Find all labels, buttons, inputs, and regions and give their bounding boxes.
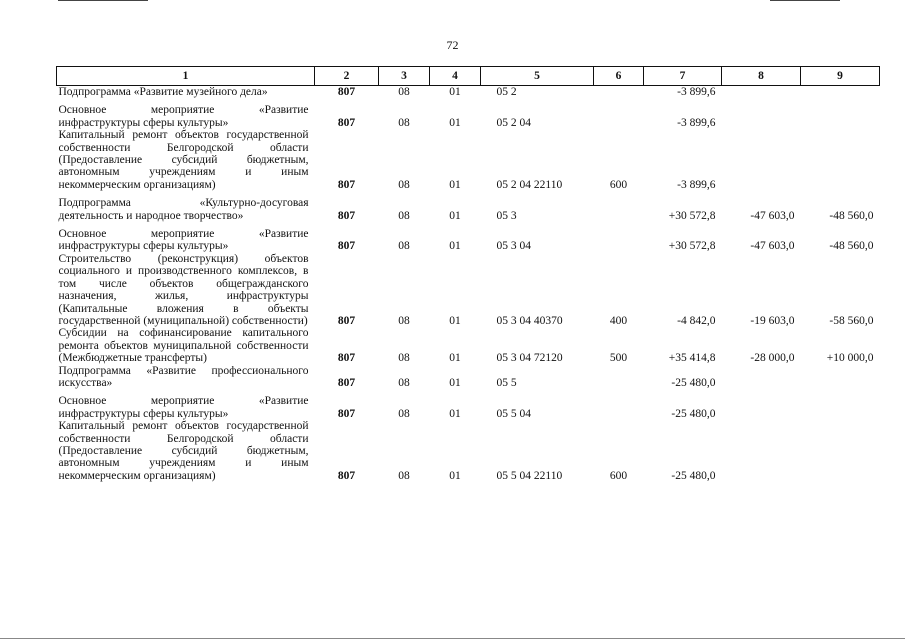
table-row <box>57 395 880 420</box>
cell-c4: 01 <box>449 469 461 482</box>
cell-c2: 807 <box>337 178 356 191</box>
cell-c8: -28 000,0 <box>750 352 795 365</box>
cell-c9: -58 560,0 <box>829 314 874 327</box>
description-text: Подпрограмма «Развитие профессионального искусства» <box>58 364 309 389</box>
cell-c6: 500 <box>609 352 628 365</box>
table-row <box>57 86 880 99</box>
page-number: 72 <box>446 38 459 52</box>
cell-c2: 807 <box>337 376 356 389</box>
cell-c3: 08 <box>398 209 410 222</box>
cell-c6 <box>594 104 644 129</box>
description-text: Подпрограмма «Культурно-досуговая деятельность и народное творчество» <box>58 197 309 222</box>
cell-c6: 400 <box>609 314 628 327</box>
cell-c6 <box>594 365 644 390</box>
cell-c5: 05 2 04 22110 <box>496 178 563 191</box>
cell-c6 <box>594 197 644 222</box>
cell-c8 <box>722 420 801 482</box>
budget-table <box>56 66 880 482</box>
cell-c9: +10 000,0 <box>826 352 874 365</box>
header-cell: 7 <box>644 67 722 86</box>
cell-c8 <box>722 86 801 99</box>
cell-c2: 807 <box>337 240 356 253</box>
cell-c9 <box>801 395 880 420</box>
cell-c3: 08 <box>398 469 410 482</box>
cell-c3: 08 <box>398 352 410 365</box>
table-row <box>57 129 880 191</box>
cell-c5: 05 3 <box>496 209 517 222</box>
cell-c5: 05 2 <box>496 86 517 98</box>
description-text: Капитальный ремонт объектов государственной собственности Белгородской области (Предоставление субсидий бюджетным, автономным учреждениям и иным некоммерческим организациям) <box>58 420 309 482</box>
row-description <box>57 228 315 253</box>
cell-c5: 05 5 04 <box>496 407 531 420</box>
cell-c6: 600 <box>609 469 628 482</box>
cell-c8: -47 603,0 <box>750 240 795 253</box>
cell-c9 <box>801 365 880 390</box>
description-text: Основное мероприятие «Развитие инфраструктуры сферы культуры» <box>58 228 309 253</box>
table-header-row <box>57 67 880 86</box>
scan-edge-top-left <box>58 0 148 1</box>
cell-c4: 01 <box>449 86 461 98</box>
cell-c4: 01 <box>449 314 461 327</box>
cell-c5: 05 2 04 <box>496 116 531 129</box>
header-cell: 4 <box>430 67 481 86</box>
cell-c4: 01 <box>449 376 461 389</box>
table-row <box>57 365 880 390</box>
description-text: Подпрограмма «Развитие музейного дела» <box>58 86 268 98</box>
row-description <box>57 253 315 327</box>
cell-c6 <box>594 228 644 253</box>
cell-c3: 08 <box>398 86 410 98</box>
cell-c4: 01 <box>449 407 461 420</box>
header-cell: 6 <box>594 67 644 86</box>
cell-c2: 807 <box>337 352 356 365</box>
cell-c6 <box>594 395 644 420</box>
row-description <box>57 129 315 191</box>
cell-c4: 01 <box>449 178 461 191</box>
cell-c4: 01 <box>449 352 461 365</box>
cell-c9 <box>801 420 880 482</box>
cell-c5: 05 3 04 <box>496 240 531 253</box>
cell-c7: -25 480,0 <box>671 407 716 420</box>
cell-c4: 01 <box>449 240 461 253</box>
row-description <box>57 104 315 129</box>
description-text: Субсидии на софинансирование капитального ремонта объектов муниципальной собственности (Межбюджетные трансферты) <box>58 327 309 365</box>
row-description <box>57 86 315 99</box>
table-row <box>57 104 880 129</box>
cell-c2: 807 <box>337 407 356 420</box>
cell-c2: 807 <box>337 314 356 327</box>
row-description <box>57 197 315 222</box>
cell-c8: -19 603,0 <box>750 314 795 327</box>
cell-c7: -3 899,6 <box>677 116 716 129</box>
cell-c7: -3 899,6 <box>677 86 716 98</box>
cell-c5: 05 5 <box>496 376 517 389</box>
cell-c7: +35 414,8 <box>668 352 716 365</box>
cell-c7: +30 572,8 <box>668 209 716 222</box>
cell-c3: 08 <box>398 314 410 327</box>
cell-c9 <box>801 104 880 129</box>
cell-c8 <box>722 129 801 191</box>
cell-c7: -25 480,0 <box>671 469 716 482</box>
description-text: Основное мероприятие «Развитие инфраструктуры сферы культуры» <box>58 104 309 129</box>
table-row <box>57 228 880 253</box>
description-text: Основное мероприятие «Развитие инфраструктуры сферы культуры» <box>58 395 309 420</box>
cell-c9 <box>801 86 880 99</box>
cell-c3: 08 <box>398 240 410 253</box>
cell-c2: 807 <box>337 116 356 129</box>
description-text: Капитальный ремонт объектов государственной собственности Белгородской области (Предоставление субсидий бюджетным, автономным учреждениям и иным некоммерческим организациям) <box>58 129 309 191</box>
cell-c7: -25 480,0 <box>671 376 716 389</box>
cell-c2: 807 <box>337 469 356 482</box>
cell-c6: 600 <box>609 178 628 191</box>
cell-c2: 807 <box>337 209 356 222</box>
row-description <box>57 327 315 364</box>
header-cell: 3 <box>379 67 430 86</box>
cell-c7: -3 899,6 <box>677 178 716 191</box>
header-cell: 1 <box>57 67 315 86</box>
cell-c3: 08 <box>398 376 410 389</box>
cell-c8 <box>722 104 801 129</box>
cell-c8 <box>722 365 801 390</box>
scan-edge-bottom <box>0 638 905 639</box>
cell-c9 <box>801 129 880 191</box>
cell-c5: 05 5 04 22110 <box>496 469 563 482</box>
cell-c7: +30 572,8 <box>668 240 716 253</box>
table-row <box>57 197 880 222</box>
header-cell: 9 <box>801 67 880 86</box>
cell-c8: -47 603,0 <box>750 209 795 222</box>
cell-c3: 08 <box>398 178 410 191</box>
table-row <box>57 253 880 327</box>
table-row <box>57 327 880 364</box>
cell-c3: 08 <box>398 407 410 420</box>
cell-c9: -48 560,0 <box>829 209 874 222</box>
cell-c4: 01 <box>449 209 461 222</box>
header-cell: 5 <box>481 67 594 86</box>
cell-c6 <box>594 86 644 99</box>
row-description <box>57 365 315 390</box>
cell-c4: 01 <box>449 116 461 129</box>
row-description <box>57 395 315 420</box>
cell-c5: 05 3 04 72120 <box>496 352 563 365</box>
cell-c9: -48 560,0 <box>829 240 874 253</box>
description-text: Строительство (реконструкция) объектов социального и производственного комплексов, в том числе объектов общегражданского назначения, жилья, инфраструктуры (Капитальные вложения в объекты государственной (муниципальной) собственности) <box>58 252 309 327</box>
row-description <box>57 420 315 482</box>
table-row <box>57 420 880 482</box>
header-cell: 8 <box>722 67 801 86</box>
cell-c8 <box>722 395 801 420</box>
scan-edge-top-right <box>770 0 840 1</box>
cell-c3: 08 <box>398 116 410 129</box>
cell-c7: -4 842,0 <box>677 314 716 327</box>
cell-c5: 05 3 04 40370 <box>496 314 563 327</box>
cell-c2: 807 <box>337 86 356 98</box>
header-cell: 2 <box>315 67 379 86</box>
